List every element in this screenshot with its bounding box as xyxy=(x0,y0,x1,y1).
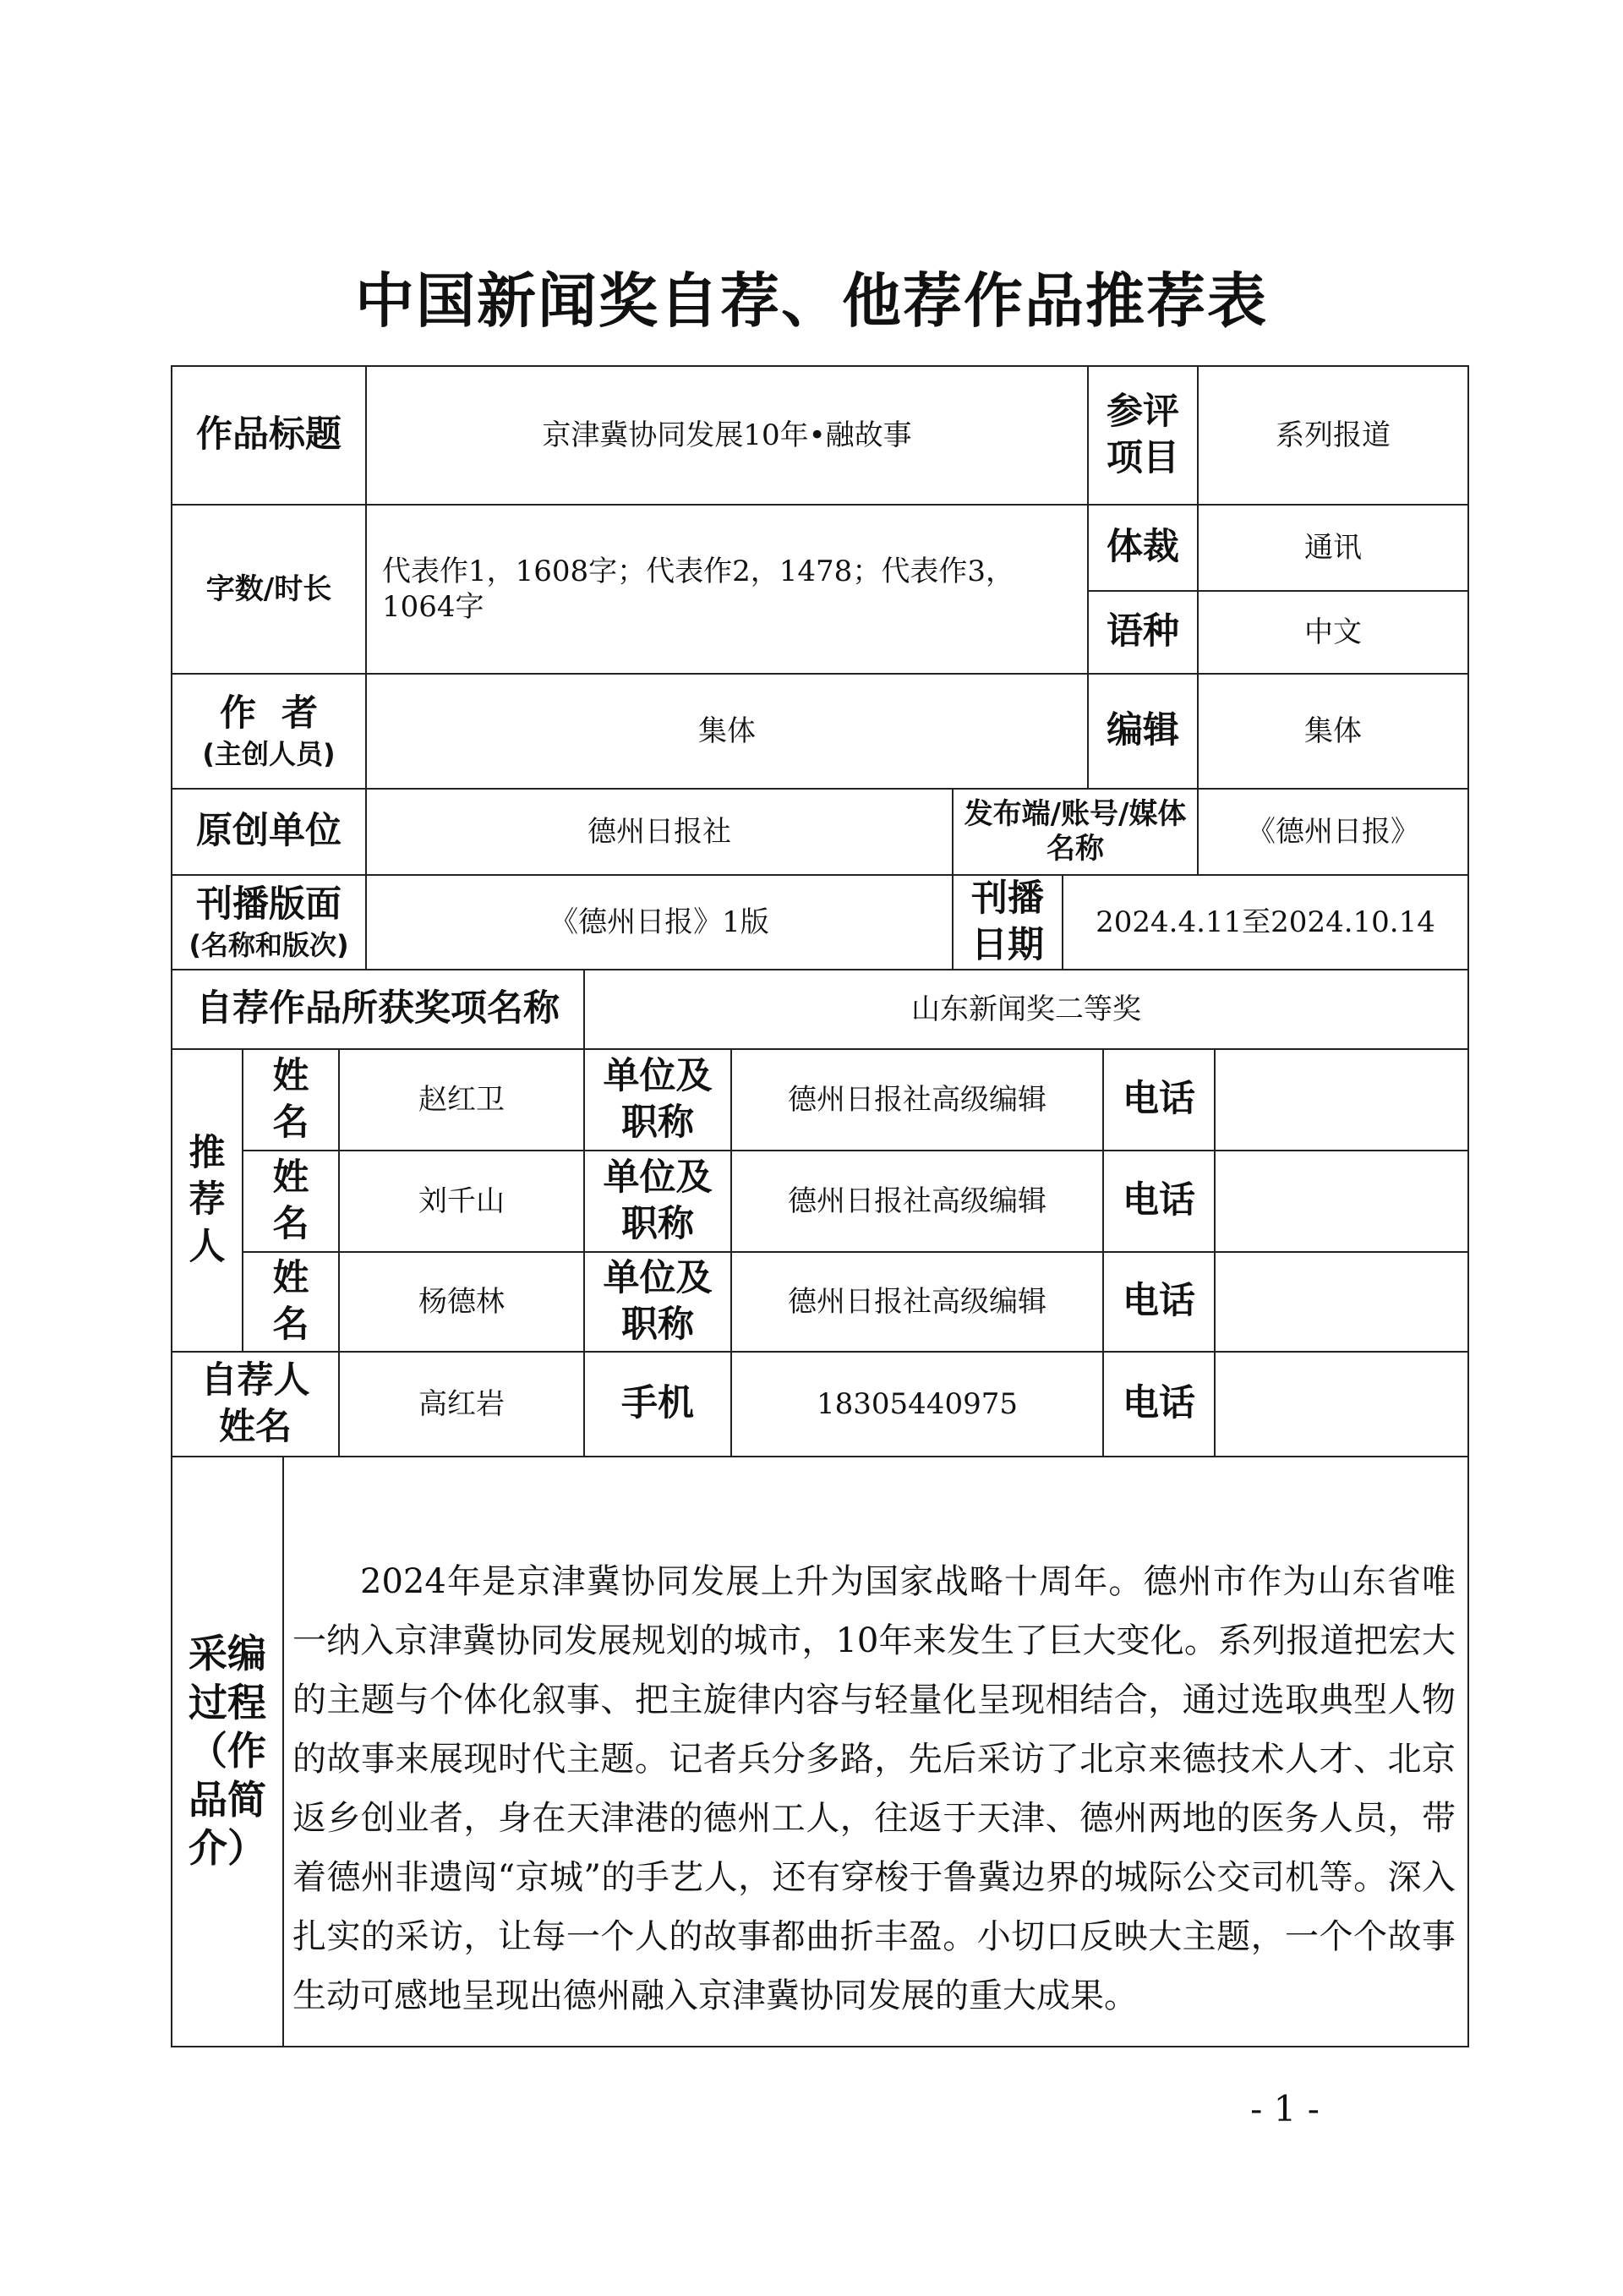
author-label: 作 者 xyxy=(220,692,318,735)
recommender-2-phone xyxy=(1214,1150,1469,1253)
category-label: 参评项目 xyxy=(1087,365,1199,506)
author-sub-label: (主创人员) xyxy=(202,738,336,771)
unit-value: 德州日报社 xyxy=(365,788,954,876)
page-number: - 1 - xyxy=(1250,2088,1320,2129)
platform-label: 发布端/账号/媒体名称 xyxy=(952,788,1199,876)
recommender-1-title-label: 单位及职称 xyxy=(583,1048,732,1151)
author-label-cell xyxy=(171,673,367,790)
page-value: 《德州日报》1版 xyxy=(365,874,954,970)
work-title-label: 作品标题 xyxy=(171,365,367,506)
recommender-label: 推荐人 xyxy=(171,1048,243,1353)
self-recommender-name: 高红岩 xyxy=(338,1351,585,1457)
date-label: 刊播日期 xyxy=(952,874,1063,970)
unit-label: 原创单位 xyxy=(171,788,367,876)
recommender-3-phone-label: 电话 xyxy=(1102,1251,1216,1353)
editor-label: 编辑 xyxy=(1087,673,1199,790)
page-label-cell xyxy=(171,874,367,970)
recommender-2-name: 刘千山 xyxy=(338,1150,585,1253)
language-label: 语种 xyxy=(1087,590,1199,675)
recommender-3-phone xyxy=(1214,1251,1469,1353)
author-value: 集体 xyxy=(365,673,1089,790)
mobile-value: 18305440975 xyxy=(730,1351,1104,1457)
recommender-2-title: 德州日报社高级编辑 xyxy=(730,1150,1104,1253)
recommender-1-name: 赵红卫 xyxy=(338,1048,585,1151)
process-section xyxy=(171,1456,1469,2047)
self-phone-label: 电话 xyxy=(1102,1351,1216,1457)
platform-value: 《德州日报》 xyxy=(1197,788,1469,876)
recommender-3-title: 德州日报社高级编辑 xyxy=(730,1251,1104,1353)
self-recommender-label: 自荐人姓名 xyxy=(171,1351,340,1457)
award-label: 自荐作品所获奖项名称 xyxy=(171,969,585,1050)
genre-value: 通讯 xyxy=(1197,504,1469,592)
length-label: 字数/时长 xyxy=(171,504,367,675)
recommender-1-phone-label: 电话 xyxy=(1102,1048,1216,1151)
length-value: 代表作1，1608字；代表作2，1478；代表作3，1064字 xyxy=(365,504,1089,675)
recommender-1-name-label: 姓名 xyxy=(242,1048,340,1151)
recommender-1-phone xyxy=(1214,1048,1469,1151)
genre-label: 体裁 xyxy=(1087,504,1199,592)
date-value: 2024.4.11至2024.10.14 xyxy=(1062,874,1469,970)
award-value: 山东新闻奖二等奖 xyxy=(583,969,1469,1050)
recommendation-form xyxy=(171,365,1469,2047)
work-title-value: 京津冀协同发展10年•融故事 xyxy=(365,365,1089,506)
recommender-2-name-label: 姓名 xyxy=(242,1150,340,1253)
language-value: 中文 xyxy=(1197,590,1469,675)
self-phone-value xyxy=(1214,1351,1469,1457)
recommender-1-title: 德州日报社高级编辑 xyxy=(730,1048,1104,1151)
process-text: 2024年是京津冀协同发展上升为国家战略十周年。德州市作为山东省唯一纳入京津冀协同发展规划的城市，10年来发生了巨大变化。系列报道把宏大的主题与个体化叙事、把主旋律内容与轻量化呈现相结合，通过选取典型人物的故事来展现时代主题。记者兵分多路，先后采访了北京来德技术人才、北京返乡创业者，身在天津港的德州工人，往返于天津、德州两地的医务人员，带着德州非遗闯“京城”的手艺人，还有穿梭于鲁冀边界的城际公交司机等。深入扎实的采访，让每一个人的故事都曲折丰盈。小切口反映大主题，一个个故事生动可感地呈现出德州融入京津冀协同发展的重大成果。 xyxy=(292,1562,1456,2015)
recommender-3-title-label: 单位及职称 xyxy=(583,1251,732,1353)
recommender-2-phone-label: 电话 xyxy=(1102,1150,1216,1253)
process-label: 采编过程（作品简介） xyxy=(172,1457,284,2046)
recommender-3-name: 杨德林 xyxy=(338,1251,585,1353)
category-value: 系列报道 xyxy=(1197,365,1469,506)
page-title: 中国新闻奖自荐、他荐作品推荐表 xyxy=(355,265,1268,336)
recommender-3-name-label: 姓名 xyxy=(242,1251,340,1353)
page-label: 刊播版面 xyxy=(196,883,342,926)
mobile-label: 手机 xyxy=(583,1351,732,1457)
recommender-2-title-label: 单位及职称 xyxy=(583,1150,732,1253)
page-sub-label: (名称和版次) xyxy=(189,929,349,962)
editor-value: 集体 xyxy=(1197,673,1469,790)
